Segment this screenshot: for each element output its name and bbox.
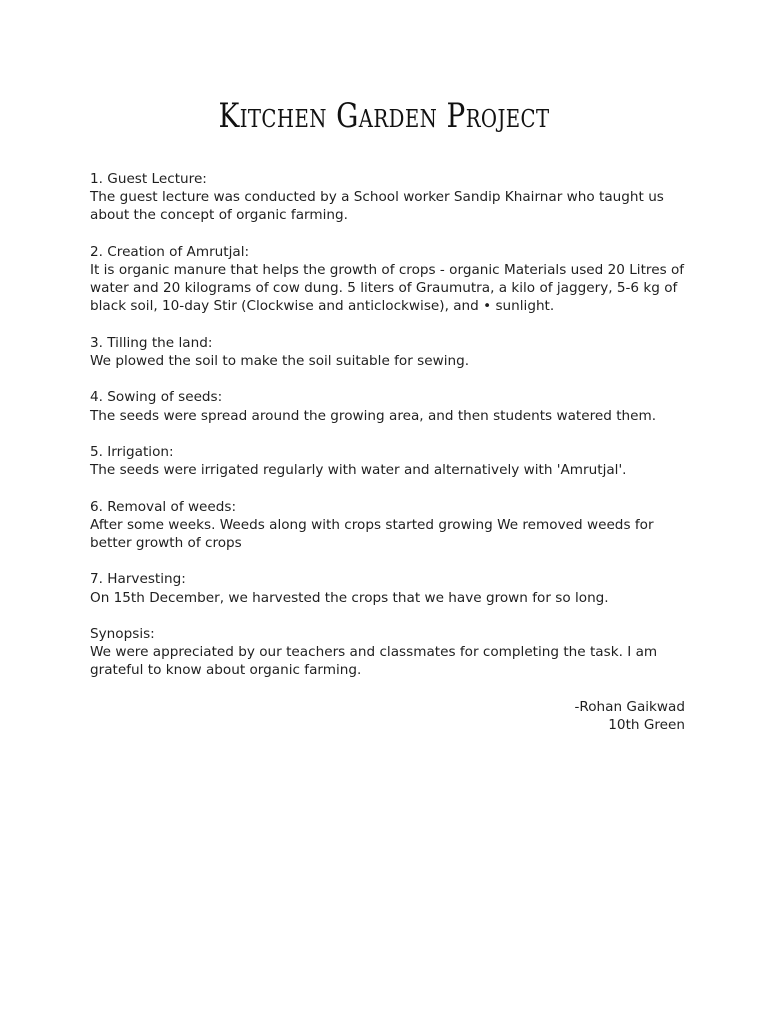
section-text: It is organic manure that helps the growth of crops - organic Materials used 20 Litres of water and 20 kilograms of cow dung. 5 liters of Graumutra, a kilo of jaggery, 5-6 kg of black soil, 10-day Stir (Clockwise and anticlockwise), and • sunlight. [90,262,685,315]
section-heading: 2. Creation of Amrutjal: [90,243,250,260]
section-removal-of-weeds [90,498,685,553]
section-tilling-the-land [90,334,685,370]
section-text: We plowed the soil to make the soil suitable for sewing. [90,353,470,369]
section-harvesting [90,570,685,606]
section-heading: Synopsis: [90,625,155,642]
section-heading: 6. Removal of weeds: [90,498,237,515]
document-title: Kitchen Garden Project [218,96,550,136]
section-heading: 4. Sowing of seeds: [90,389,223,406]
section-text: On 15th December, we harvested the crops that we have grown for so long. [90,589,609,606]
section-synopsis [90,625,685,680]
author-name: -Rohan Gaikwad [574,698,685,715]
signature-block [90,698,685,734]
section-text: The guest lecture was conducted by a School worker Sandip Khairnar who taught us about the concept of organic farming. [90,189,664,224]
section-heading: 7. Harvesting: [90,571,186,588]
section-irrigation [90,443,685,479]
section-creation-of-amrutjal [90,243,685,316]
section-heading: 3. Tilling the land: [90,334,213,351]
section-guest-lecture [90,170,685,225]
author-class: 10th Green [608,716,685,733]
section-heading: 5. Irrigation: [90,443,174,460]
section-text: We were appreciated by our teachers and classmates for completing the task. I am grateful to know about organic farming. [90,644,658,679]
section-sowing-of-seeds [90,388,685,424]
section-text: After some weeks. Weeds along with crops started growing We removed weeds for better growth of crops [90,516,654,551]
section-heading: 1. Guest Lecture: [90,171,207,187]
section-text: The seeds were irrigated regularly with water and alternatively with 'Amrutjal'. [90,462,627,479]
document-body [90,170,685,734]
section-text: The seeds were spread around the growing area, and then students watered them. [90,407,657,424]
